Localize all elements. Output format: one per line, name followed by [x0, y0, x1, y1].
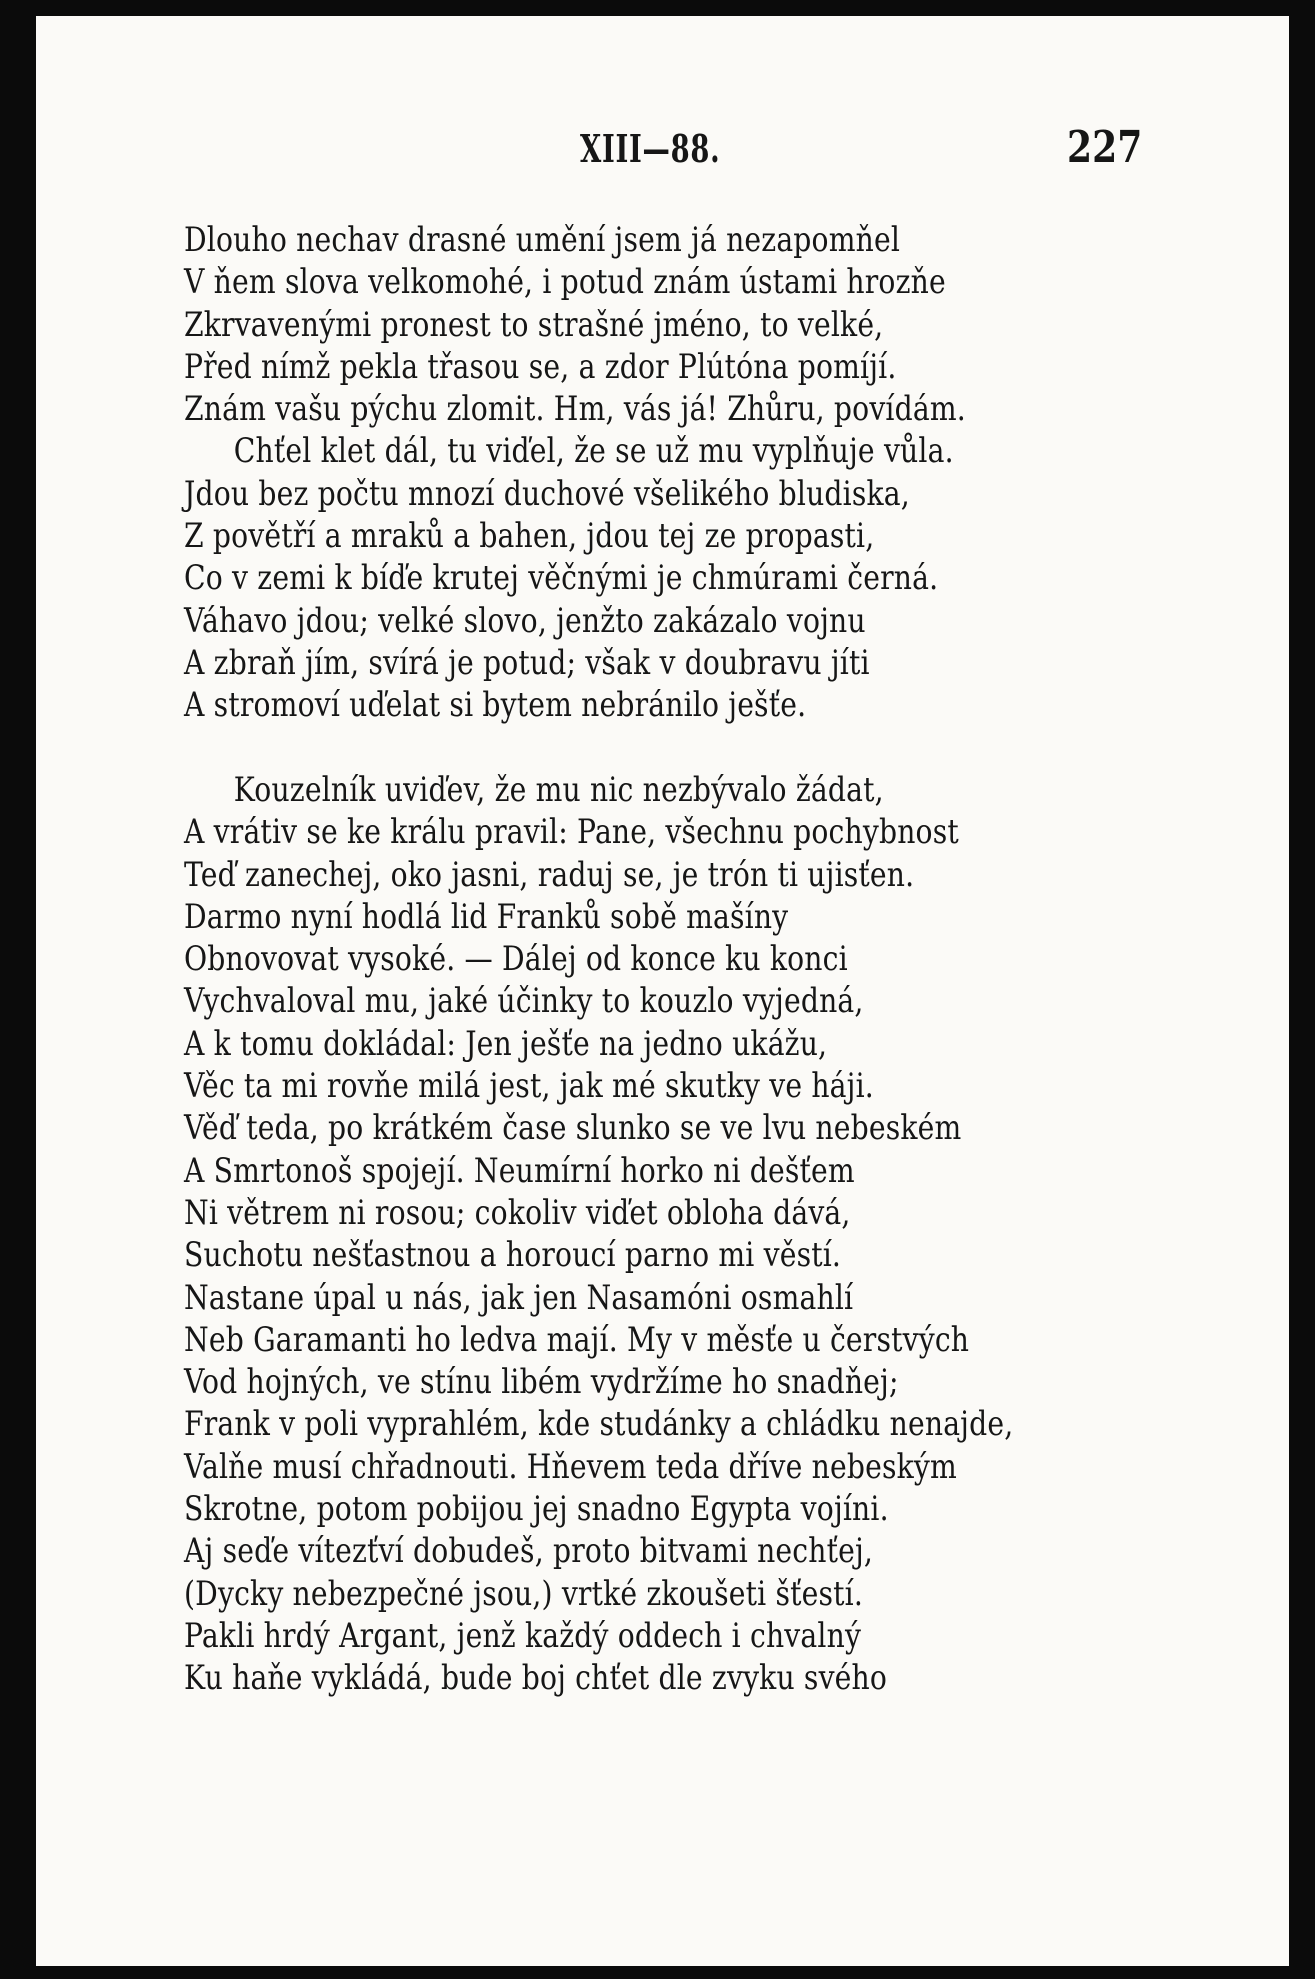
verse-line: Vod hojných, ve stínu libém vydržíme ho snadňej;	[184, 1362, 899, 1403]
verse-line: Frank v poli vyprahlém, kde studánky a chládku nenajde,	[184, 1404, 1014, 1445]
verse-line: Skrotne, potom pobijou jej snadno Egypta vojíni.	[184, 1489, 889, 1530]
running-title: XIII—88.	[580, 126, 721, 171]
verse-line: Zkrvavenými pronest to strašné jméno, to velké,	[184, 304, 884, 345]
verse-line: Co v zemi k bíďe krutej věčnými je chmúrami černá.	[184, 558, 939, 599]
verse-line: Vychvaloval mu, jaké účinky to kouzlo vyjedná,	[184, 981, 864, 1022]
verse-line: Aj seďe vítezťví dobudeš, proto bitvami nechťej,	[184, 1531, 874, 1572]
verse-line: Ni větrem ni rosou; cokoliv viďet obloha dává,	[184, 1192, 851, 1233]
verse-line: Před nímž pekla třasou se, a zdor Plútóna pomíjí.	[184, 346, 897, 387]
verse-line: V ňem slova velkomohé, i potud znám ústami hrozňe	[184, 262, 946, 303]
verse-line: Váhavo jdou; velké slovo, jenžto zakázalo vojnu	[184, 600, 866, 641]
verse-line: A zbraň jím, svírá je potud; však v doubravu jíti	[184, 642, 870, 683]
page-number: 227	[1067, 122, 1143, 173]
verse-line: Neb Garamanti ho ledva mají. My v měsťe u čerstvých	[184, 1319, 970, 1360]
verse-line: Chťel klet dál, tu viďel, že se už mu vyplňuje vůla.	[233, 431, 954, 472]
verse-line: Znám vašu pýchu zlomit. Hm, vás já! Zhůru, povídám.	[184, 389, 966, 430]
verse-line: A vrátiv se ke králu pravil: Pane, všechnu pochybnost	[184, 812, 959, 853]
verse-line: Nastane úpal u nás, jak jen Nasamóni osmahlí	[184, 1277, 854, 1318]
verse-line: (Dycky nebezpečné jsou,) vrtké zkoušeti šťestí.	[184, 1573, 864, 1614]
verse-line: A k tomu dokládal: Jen ješťe na jedno ukážu,	[184, 1023, 828, 1064]
verse-line: Valňe musí chřadnouti. Hňevem teda dříve nebeským	[184, 1446, 957, 1487]
verse-line: Jdou bez počtu mnozí duchové všelikého bludiska,	[184, 473, 910, 514]
stanza-2	[184, 769, 1183, 1700]
verse-line: Obnovovat vysoké. — Dálej od konce ku konci	[184, 939, 848, 980]
verse-line: Pakli hrdý Argant, jenž každý oddech i chvalný	[184, 1615, 862, 1656]
verse-line: Z povětří a mraků a bahen, jdou tej ze propasti,	[184, 516, 875, 557]
verse-line: Suchotu nešťastnou a horoucí parno mi věstí.	[184, 1235, 842, 1276]
verse-line: Dlouho nechav drasné umění jsem já nezapomňel	[184, 220, 901, 260]
stanza-1	[184, 219, 1126, 727]
page-header	[36, 116, 1289, 176]
verse-line: A stromoví uďelat si bytem nebránilo ješťe.	[184, 685, 807, 726]
book-page	[36, 16, 1289, 1966]
verse-line: A Smrtonoš spojejí. Neumírní horko ni dešťem	[184, 1150, 855, 1191]
verse-line: Darmo nyní hodlá lid Franků sobě mašíny	[184, 896, 789, 937]
verse-line: Věď teda, po krátkém čase slunko se ve lvu nebeském	[184, 1108, 962, 1149]
verse-line: Ku haňe vykládá, bude boj chťet dle zvyku svého	[184, 1658, 888, 1699]
verse-line: Věc ta mi rovňe milá jest, jak mé skutky ve háji.	[184, 1066, 874, 1107]
verse-line: Teď zanechej, oko jasni, raduj se, je trón ti ujisťen.	[184, 854, 915, 895]
verse-line: Kouzelník uviďev, že mu nic nezbývalo žádat,	[233, 770, 884, 810]
